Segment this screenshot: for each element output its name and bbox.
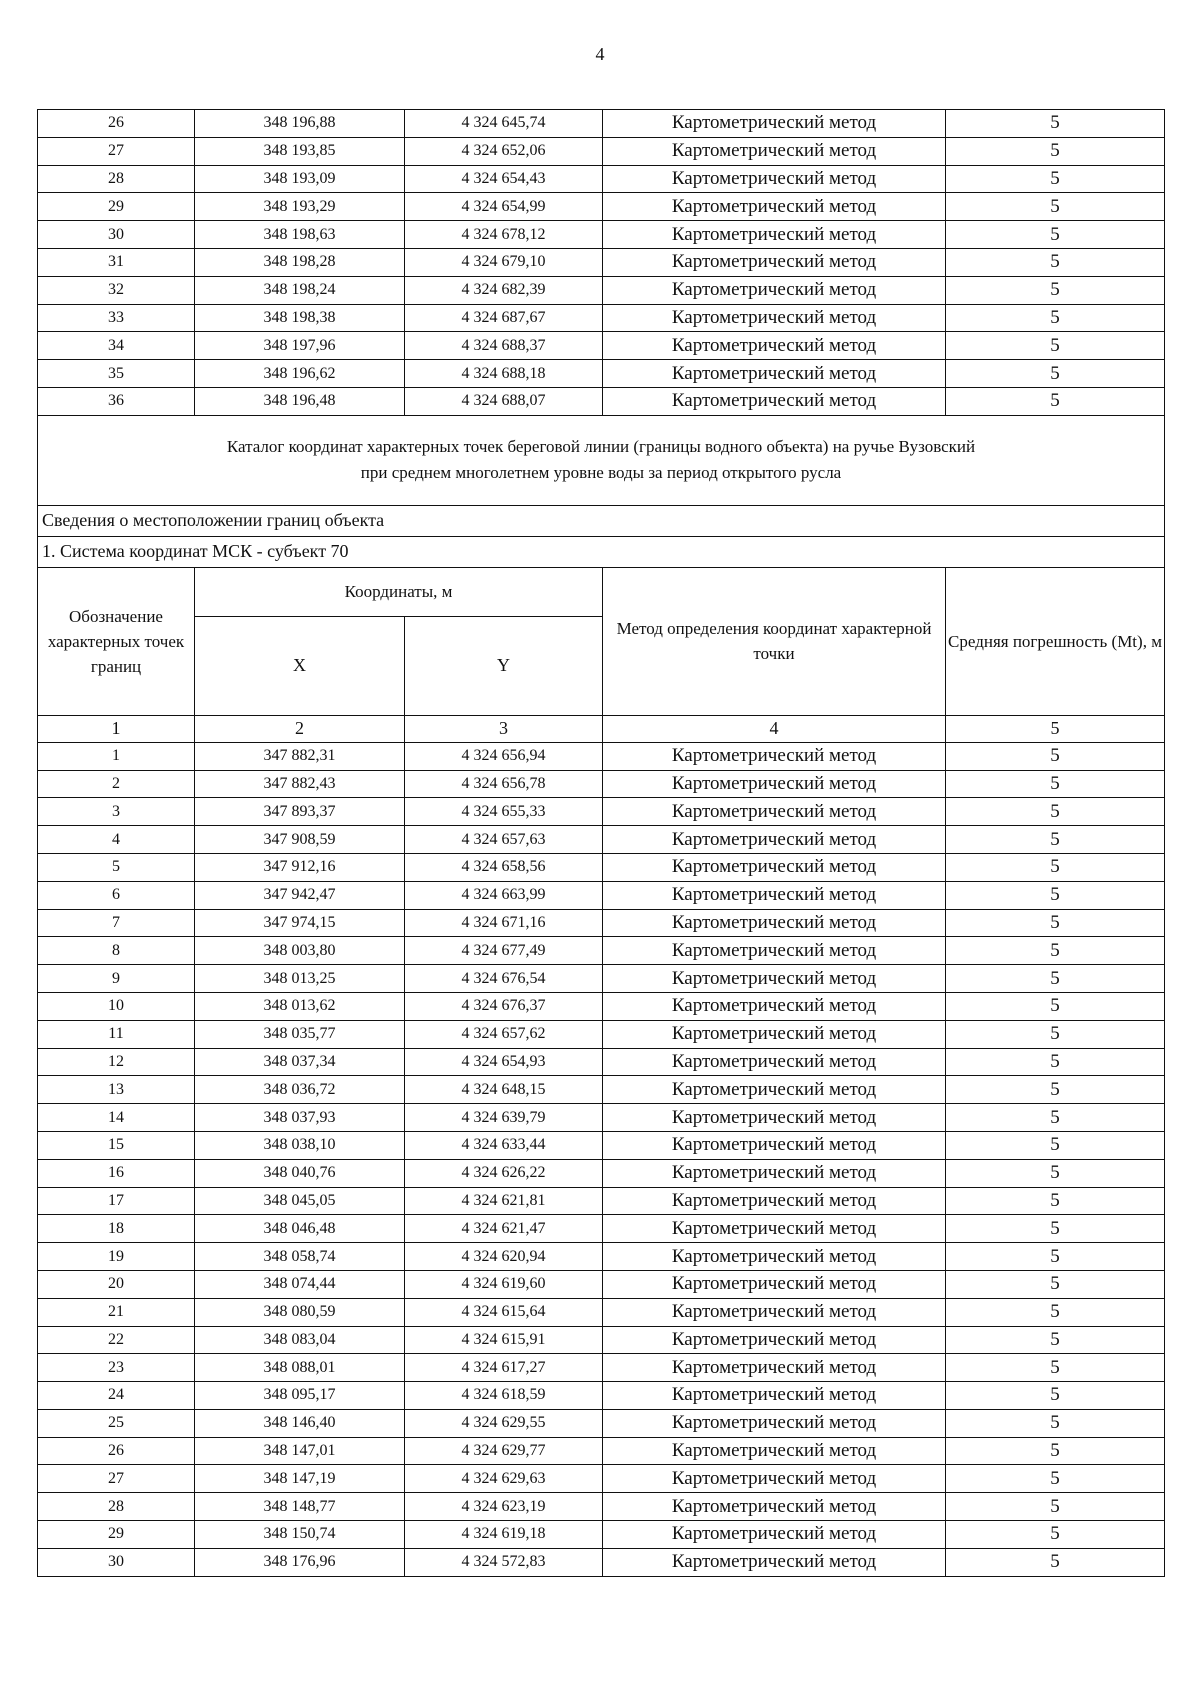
table-row	[38, 1187, 1165, 1215]
error-cell: 5	[946, 1131, 1165, 1159]
coord-y: 4 324 676,54	[405, 965, 603, 993]
method-cell: Картометрический метод	[603, 826, 946, 854]
table-row	[38, 1076, 1165, 1104]
table-row	[38, 1437, 1165, 1465]
table-row	[38, 1326, 1165, 1354]
point-number: 12	[38, 1048, 195, 1076]
method-cell: Картометрический метод	[603, 1409, 946, 1437]
table-row	[38, 826, 1165, 854]
coord-x: 348 148,77	[195, 1493, 405, 1521]
coord-x: 347 942,47	[195, 881, 405, 909]
coord-y: 4 324 639,79	[405, 1104, 603, 1132]
point-number: 26	[38, 1437, 195, 1465]
point-number: 13	[38, 1076, 195, 1104]
method-cell: Картометрический метод	[603, 909, 946, 937]
table-row	[38, 1409, 1165, 1437]
method-cell: Картометрический метод	[603, 1382, 946, 1410]
coord-y: 4 324 572,83	[405, 1548, 603, 1576]
coord-y: 4 324 656,78	[405, 770, 603, 798]
error-cell: 5	[946, 1243, 1165, 1271]
header-error: Средняя погрешность (Mt), м	[946, 567, 1165, 715]
point-number: 34	[38, 332, 195, 360]
error-cell: 5	[946, 1104, 1165, 1132]
table-row	[38, 110, 1165, 138]
coord-x: 348 037,34	[195, 1048, 405, 1076]
point-number: 29	[38, 1521, 195, 1549]
error-cell: 5	[946, 909, 1165, 937]
coord-x: 348 198,38	[195, 304, 405, 332]
point-number: 22	[38, 1326, 195, 1354]
point-number: 33	[38, 304, 195, 332]
table-row	[38, 165, 1165, 193]
coord-x: 348 013,62	[195, 992, 405, 1020]
coord-y: 4 324 621,81	[405, 1187, 603, 1215]
method-cell: Картометрический метод	[603, 248, 946, 276]
coord-y: 4 324 678,12	[405, 221, 603, 249]
error-cell: 5	[946, 742, 1165, 770]
point-number: 21	[38, 1298, 195, 1326]
coord-x: 348 074,44	[195, 1270, 405, 1298]
coord-x: 348 045,05	[195, 1187, 405, 1215]
method-cell: Картометрический метод	[603, 165, 946, 193]
coord-x: 348 146,40	[195, 1409, 405, 1437]
method-cell: Картометрический метод	[603, 1465, 946, 1493]
table-row	[38, 853, 1165, 881]
method-cell: Картометрический метод	[603, 193, 946, 221]
error-cell: 5	[946, 304, 1165, 332]
point-number: 3	[38, 798, 195, 826]
error-cell: 5	[946, 1493, 1165, 1521]
error-cell: 5	[946, 137, 1165, 165]
point-number: 28	[38, 1493, 195, 1521]
point-number: 10	[38, 992, 195, 1020]
point-number: 20	[38, 1270, 195, 1298]
coord-x: 348 037,93	[195, 1104, 405, 1132]
error-cell: 5	[946, 1382, 1165, 1410]
coord-x: 348 080,59	[195, 1298, 405, 1326]
column-number-2: 2	[195, 715, 405, 742]
error-cell: 5	[946, 965, 1165, 993]
table-row	[38, 137, 1165, 165]
coord-x: 347 908,59	[195, 826, 405, 854]
method-cell: Картометрический метод	[603, 1243, 946, 1271]
coord-x: 348 150,74	[195, 1521, 405, 1549]
point-number: 27	[38, 1465, 195, 1493]
coord-x: 348 088,01	[195, 1354, 405, 1382]
point-number: 18	[38, 1215, 195, 1243]
coord-x: 347 882,31	[195, 742, 405, 770]
point-number: 36	[38, 387, 195, 415]
method-cell: Картометрический метод	[603, 1104, 946, 1132]
method-cell: Картометрический метод	[603, 1326, 946, 1354]
header-x: X	[195, 616, 405, 715]
table-row	[38, 1048, 1165, 1076]
coord-y: 4 324 633,44	[405, 1131, 603, 1159]
table-row	[38, 304, 1165, 332]
error-cell: 5	[946, 1326, 1165, 1354]
coord-x: 348 193,29	[195, 193, 405, 221]
error-cell: 5	[946, 853, 1165, 881]
point-number: 8	[38, 937, 195, 965]
method-cell: Картометрический метод	[603, 276, 946, 304]
method-cell: Картометрический метод	[603, 965, 946, 993]
table-row	[38, 1521, 1165, 1549]
method-cell: Картометрический метод	[603, 937, 946, 965]
point-number: 14	[38, 1104, 195, 1132]
method-cell: Картометрический метод	[603, 1076, 946, 1104]
column-number-5: 5	[946, 715, 1165, 742]
error-cell: 5	[946, 1215, 1165, 1243]
error-cell: 5	[946, 1437, 1165, 1465]
coord-x: 348 038,10	[195, 1131, 405, 1159]
coord-x: 348 046,48	[195, 1215, 405, 1243]
method-cell: Картометрический метод	[603, 770, 946, 798]
point-number: 24	[38, 1382, 195, 1410]
error-cell: 5	[946, 1409, 1165, 1437]
coord-x: 348 035,77	[195, 1020, 405, 1048]
table-row	[38, 248, 1165, 276]
point-number: 29	[38, 193, 195, 221]
method-cell: Картометрический метод	[603, 110, 946, 138]
error-cell: 5	[946, 221, 1165, 249]
method-cell: Картометрический метод	[603, 1270, 946, 1298]
coord-x: 347 912,16	[195, 853, 405, 881]
coord-y: 4 324 620,94	[405, 1243, 603, 1271]
coord-y: 4 324 654,99	[405, 193, 603, 221]
table-row	[38, 1465, 1165, 1493]
method-cell: Картометрический метод	[603, 360, 946, 388]
coord-x: 348 003,80	[195, 937, 405, 965]
point-number: 4	[38, 826, 195, 854]
table-row	[38, 937, 1165, 965]
table-row	[38, 1270, 1165, 1298]
coord-y: 4 324 621,47	[405, 1215, 603, 1243]
method-cell: Картометрический метод	[603, 1048, 946, 1076]
method-cell: Картометрический метод	[603, 1020, 946, 1048]
coord-y: 4 324 658,56	[405, 853, 603, 881]
header-y: Y	[405, 616, 603, 715]
coord-y: 4 324 657,63	[405, 826, 603, 854]
coord-y: 4 324 663,99	[405, 881, 603, 909]
point-number: 16	[38, 1159, 195, 1187]
point-number: 15	[38, 1131, 195, 1159]
coord-x: 348 196,48	[195, 387, 405, 415]
method-cell: Картометрический метод	[603, 853, 946, 881]
error-cell: 5	[946, 1020, 1165, 1048]
coord-x: 347 974,15	[195, 909, 405, 937]
coord-y: 4 324 629,77	[405, 1437, 603, 1465]
point-number: 1	[38, 742, 195, 770]
error-cell: 5	[946, 1465, 1165, 1493]
page-number: 4	[595, 44, 605, 64]
table-row	[38, 360, 1165, 388]
method-cell: Картометрический метод	[603, 881, 946, 909]
table-row	[38, 965, 1165, 993]
column-number-1: 1	[38, 715, 195, 742]
method-cell: Картометрический метод	[603, 1215, 946, 1243]
coord-system: 1. Система координат МСК - субъект 70	[38, 536, 1165, 567]
error-cell: 5	[946, 248, 1165, 276]
catalog-caption	[38, 415, 1165, 505]
table-row	[38, 1131, 1165, 1159]
table-row	[38, 1020, 1165, 1048]
table-row	[38, 1298, 1165, 1326]
coord-y: 4 324 619,18	[405, 1521, 603, 1549]
method-cell: Картометрический метод	[603, 221, 946, 249]
coord-y: 4 324 688,37	[405, 332, 603, 360]
coord-y: 4 324 645,74	[405, 110, 603, 138]
header-designation: Обозначение характерных точек границ	[38, 567, 195, 715]
coord-y: 4 324 654,43	[405, 165, 603, 193]
coord-y: 4 324 656,94	[405, 742, 603, 770]
coord-y: 4 324 688,07	[405, 387, 603, 415]
column-number-4: 4	[603, 715, 946, 742]
method-cell: Картометрический метод	[603, 1437, 946, 1465]
error-cell: 5	[946, 165, 1165, 193]
catalog-title-line-1: Каталог координат характерных точек береговой линии (границы водного объекта) на ручье Вузовский	[226, 437, 976, 457]
coord-x: 348 058,74	[195, 1243, 405, 1271]
table-row	[38, 909, 1165, 937]
point-number: 32	[38, 276, 195, 304]
bottom-rows-body	[38, 742, 1165, 1576]
table-row	[38, 1382, 1165, 1410]
coord-x: 348 147,01	[195, 1437, 405, 1465]
table-row	[38, 1215, 1165, 1243]
coord-x: 347 893,37	[195, 798, 405, 826]
point-number: 27	[38, 137, 195, 165]
coord-x: 348 198,28	[195, 248, 405, 276]
coord-y: 4 324 626,22	[405, 1159, 603, 1187]
table-row	[38, 387, 1165, 415]
method-cell: Картометрический метод	[603, 1548, 946, 1576]
coord-x: 348 198,63	[195, 221, 405, 249]
table-row	[38, 798, 1165, 826]
coord-y: 4 324 618,59	[405, 1382, 603, 1410]
method-cell: Картометрический метод	[603, 742, 946, 770]
error-cell: 5	[946, 1270, 1165, 1298]
error-cell: 5	[946, 332, 1165, 360]
point-number: 31	[38, 248, 195, 276]
method-cell: Картометрический метод	[603, 1187, 946, 1215]
coord-x: 348 083,04	[195, 1326, 405, 1354]
error-cell: 5	[946, 798, 1165, 826]
coord-y: 4 324 619,60	[405, 1270, 603, 1298]
coord-y: 4 324 655,33	[405, 798, 603, 826]
table-row	[38, 221, 1165, 249]
coord-x: 348 198,24	[195, 276, 405, 304]
table-row	[38, 742, 1165, 770]
table-row	[38, 332, 1165, 360]
table-row	[38, 1354, 1165, 1382]
location-info: Сведения о местоположении границ объекта	[38, 505, 1165, 536]
coord-x: 348 196,88	[195, 110, 405, 138]
coord-x: 348 197,96	[195, 332, 405, 360]
point-number: 19	[38, 1243, 195, 1271]
point-number: 30	[38, 221, 195, 249]
point-number: 17	[38, 1187, 195, 1215]
coord-x: 348 193,09	[195, 165, 405, 193]
table-row	[38, 992, 1165, 1020]
table-row	[38, 770, 1165, 798]
point-number: 6	[38, 881, 195, 909]
coord-y: 4 324 648,15	[405, 1076, 603, 1104]
coord-y: 4 324 671,16	[405, 909, 603, 937]
method-cell: Картометрический метод	[603, 992, 946, 1020]
table-row	[38, 276, 1165, 304]
error-cell: 5	[946, 110, 1165, 138]
coord-y: 4 324 629,63	[405, 1465, 603, 1493]
point-number: 25	[38, 1409, 195, 1437]
coord-x: 348 040,76	[195, 1159, 405, 1187]
method-cell: Картометрический метод	[603, 387, 946, 415]
error-cell: 5	[946, 1298, 1165, 1326]
column-number-3: 3	[405, 715, 603, 742]
point-number: 5	[38, 853, 195, 881]
error-cell: 5	[946, 276, 1165, 304]
method-cell: Картометрический метод	[603, 1493, 946, 1521]
error-cell: 5	[946, 1187, 1165, 1215]
catalog-title-line-2: при среднем многолетнем уровне воды за период открытого русла	[360, 463, 842, 483]
error-cell: 5	[946, 360, 1165, 388]
error-cell: 5	[946, 1354, 1165, 1382]
header-coordinates: Координаты, м	[195, 567, 603, 616]
coord-y: 4 324 617,27	[405, 1354, 603, 1382]
error-cell: 5	[946, 1548, 1165, 1576]
top-rows-body	[38, 110, 1165, 416]
error-cell: 5	[946, 881, 1165, 909]
coord-x: 348 147,19	[195, 1465, 405, 1493]
point-number: 35	[38, 360, 195, 388]
method-cell: Картометрический метод	[603, 1298, 946, 1326]
method-cell: Картометрический метод	[603, 1131, 946, 1159]
header-method: Метод определения координат характерной точки	[603, 567, 946, 715]
error-cell: 5	[946, 387, 1165, 415]
coord-y: 4 324 629,55	[405, 1409, 603, 1437]
method-cell: Картометрический метод	[603, 1354, 946, 1382]
table-row	[38, 1493, 1165, 1521]
coord-y: 4 324 652,06	[405, 137, 603, 165]
method-cell: Картометрический метод	[603, 304, 946, 332]
coord-x: 348 095,17	[195, 1382, 405, 1410]
point-number: 7	[38, 909, 195, 937]
error-cell: 5	[946, 992, 1165, 1020]
table-row	[38, 1159, 1165, 1187]
point-number: 30	[38, 1548, 195, 1576]
method-cell: Картометрический метод	[603, 1159, 946, 1187]
coord-x: 348 013,25	[195, 965, 405, 993]
table-row	[38, 1548, 1165, 1576]
method-cell: Картометрический метод	[603, 1521, 946, 1549]
point-number: 9	[38, 965, 195, 993]
coord-y: 4 324 682,39	[405, 276, 603, 304]
coord-y: 4 324 679,10	[405, 248, 603, 276]
coord-x: 348 176,96	[195, 1548, 405, 1576]
coord-y: 4 324 654,93	[405, 1048, 603, 1076]
catalog-section	[38, 415, 1165, 742]
point-number: 11	[38, 1020, 195, 1048]
coord-y: 4 324 676,37	[405, 992, 603, 1020]
table-row	[38, 881, 1165, 909]
coord-y: 4 324 677,49	[405, 937, 603, 965]
coord-y: 4 324 615,91	[405, 1326, 603, 1354]
method-cell: Картометрический метод	[603, 137, 946, 165]
error-cell: 5	[946, 1521, 1165, 1549]
error-cell: 5	[946, 937, 1165, 965]
coord-x: 348 193,85	[195, 137, 405, 165]
point-number: 26	[38, 110, 195, 138]
point-number: 23	[38, 1354, 195, 1382]
point-number: 2	[38, 770, 195, 798]
table-row	[38, 193, 1165, 221]
error-cell: 5	[946, 1048, 1165, 1076]
coord-y: 4 324 623,19	[405, 1493, 603, 1521]
error-cell: 5	[946, 193, 1165, 221]
error-cell: 5	[946, 770, 1165, 798]
coord-x: 348 036,72	[195, 1076, 405, 1104]
coord-x: 348 196,62	[195, 360, 405, 388]
table-row	[38, 1243, 1165, 1271]
error-cell: 5	[946, 826, 1165, 854]
coordinates-table	[37, 109, 1165, 1577]
coord-y: 4 324 615,64	[405, 1298, 603, 1326]
table-row	[38, 1104, 1165, 1132]
coord-y: 4 324 657,62	[405, 1020, 603, 1048]
method-cell: Картометрический метод	[603, 798, 946, 826]
coord-x: 347 882,43	[195, 770, 405, 798]
error-cell: 5	[946, 1159, 1165, 1187]
coord-y: 4 324 688,18	[405, 360, 603, 388]
error-cell: 5	[946, 1076, 1165, 1104]
point-number: 28	[38, 165, 195, 193]
coord-y: 4 324 687,67	[405, 304, 603, 332]
method-cell: Картометрический метод	[603, 332, 946, 360]
